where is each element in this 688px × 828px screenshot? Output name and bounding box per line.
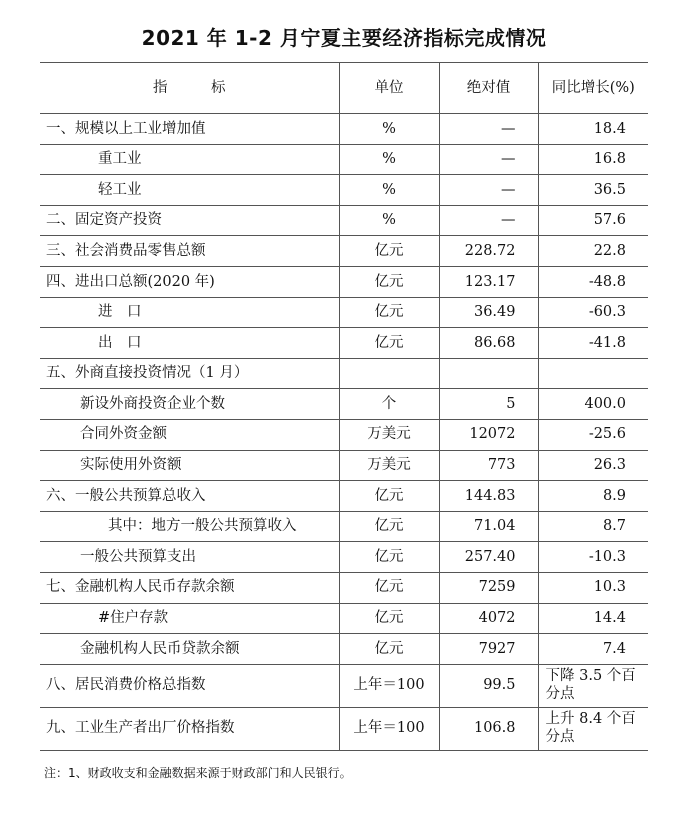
row-unit: 亿元 — [339, 511, 439, 542]
row-value: — — [439, 144, 538, 175]
table-row — [40, 664, 648, 707]
row-unit: 亿元 — [339, 328, 439, 359]
row-change: 26.3 — [538, 450, 648, 481]
row-change: 57.6 — [538, 205, 648, 236]
table-row — [40, 175, 648, 206]
row-unit: 万美元 — [339, 419, 439, 450]
row-change: 36.5 — [538, 175, 648, 206]
row-unit: 亿元 — [339, 236, 439, 267]
row-value — [439, 358, 538, 389]
row-unit: 亿元 — [339, 542, 439, 573]
footnote: 注：1、财政收支和金融数据来源于财政部门和人民银行。 — [44, 766, 352, 780]
row-unit: 上年＝100 — [339, 664, 439, 707]
table-row — [40, 572, 648, 603]
row-name: 合同外资金额 — [40, 419, 339, 450]
row-unit: 亿元 — [339, 603, 439, 634]
row-value: 4072 — [439, 603, 538, 634]
row-value: 86.68 — [439, 328, 538, 359]
table-header-row — [40, 63, 648, 114]
row-unit: 个 — [339, 389, 439, 420]
table-row — [40, 205, 648, 236]
row-change: 18.4 — [538, 114, 648, 145]
table-row — [40, 114, 648, 145]
row-value: 144.83 — [439, 481, 538, 512]
row-value: 99.5 — [439, 664, 538, 707]
row-value: 5 — [439, 389, 538, 420]
table-row — [40, 450, 648, 481]
row-name: 九、工业生产者出厂价格指数 — [40, 707, 339, 750]
table-row — [40, 542, 648, 573]
row-unit: 上年＝100 — [339, 707, 439, 750]
row-unit: 亿元 — [339, 481, 439, 512]
header-indicator: 指 标 — [40, 63, 339, 114]
row-name: 八、居民消费价格总指数 — [40, 664, 339, 707]
row-value: 257.40 — [439, 542, 538, 573]
row-name: 金融机构人民币贷款余额 — [40, 634, 339, 665]
table-row — [40, 389, 648, 420]
row-name: 轻工业 — [40, 175, 339, 206]
header-absolute: 绝对值 — [439, 63, 538, 114]
table-row — [40, 358, 648, 389]
table-row — [40, 328, 648, 359]
row-value: — — [439, 175, 538, 206]
row-change: 400.0 — [538, 389, 648, 420]
row-value: 773 — [439, 450, 538, 481]
row-unit: 万美元 — [339, 450, 439, 481]
row-unit: 亿元 — [339, 572, 439, 603]
row-unit: % — [339, 144, 439, 175]
row-change: -10.3 — [538, 542, 648, 573]
table-row — [40, 266, 648, 297]
table-row — [40, 297, 648, 328]
row-value: — — [439, 205, 538, 236]
row-unit — [339, 358, 439, 389]
row-change: 22.8 — [538, 236, 648, 267]
row-name: 二、固定资产投资 — [40, 205, 339, 236]
row-name: 四、进出口总额(2020 年) — [40, 266, 339, 297]
row-change: 7.4 — [538, 634, 648, 665]
indicator-table — [40, 62, 648, 751]
row-value: — — [439, 114, 538, 145]
row-unit: % — [339, 175, 439, 206]
row-name: 五、外商直接投资情况（1 月） — [40, 358, 339, 389]
row-name: 新设外商投资企业个数 — [40, 389, 339, 420]
row-change: 14.4 — [538, 603, 648, 634]
row-change: 10.3 — [538, 572, 648, 603]
row-name: 其中：地方一般公共预算收入 — [40, 511, 339, 542]
row-name: 实际使用外资额 — [40, 450, 339, 481]
row-change: 8.9 — [538, 481, 648, 512]
row-unit: % — [339, 205, 439, 236]
row-unit: 亿元 — [339, 297, 439, 328]
page-title: 2021 年 1-2 月宁夏主要经济指标完成情况 — [141, 26, 547, 50]
table-row — [40, 236, 648, 267]
row-unit: % — [339, 114, 439, 145]
table-row — [40, 511, 648, 542]
header-unit: 单位 — [339, 63, 439, 114]
row-change: 上升 8.4 个百分点 — [538, 707, 648, 750]
row-value: 7927 — [439, 634, 538, 665]
row-value: 7259 — [439, 572, 538, 603]
row-change: -41.8 — [538, 328, 648, 359]
table-row — [40, 419, 648, 450]
row-value: 71.04 — [439, 511, 538, 542]
table-row — [40, 481, 648, 512]
row-value: 123.17 — [439, 266, 538, 297]
row-name: 六、一般公共预算总收入 — [40, 481, 339, 512]
row-name: 出 口 — [40, 328, 339, 359]
header-yoy: 同比增长(%) — [538, 63, 648, 114]
row-name: 三、社会消费品零售总额 — [40, 236, 339, 267]
row-unit: 亿元 — [339, 634, 439, 665]
row-unit: 亿元 — [339, 266, 439, 297]
row-change — [538, 358, 648, 389]
row-value: 36.49 — [439, 297, 538, 328]
table-row — [40, 144, 648, 175]
table-row — [40, 603, 648, 634]
row-change: 8.7 — [538, 511, 648, 542]
table-row — [40, 634, 648, 665]
row-change: -60.3 — [538, 297, 648, 328]
row-name: 七、金融机构人民币存款余额 — [40, 572, 339, 603]
row-name: #住户存款 — [40, 603, 339, 634]
row-value: 12072 — [439, 419, 538, 450]
table-row — [40, 707, 648, 750]
row-name: 进 口 — [40, 297, 339, 328]
row-change: -48.8 — [538, 266, 648, 297]
row-change: -25.6 — [538, 419, 648, 450]
row-value: 106.8 — [439, 707, 538, 750]
row-name: 一、规模以上工业增加值 — [40, 114, 339, 145]
row-name: 重工业 — [40, 144, 339, 175]
row-change: 下降 3.5 个百分点 — [538, 664, 648, 707]
row-name: 一般公共预算支出 — [40, 542, 339, 573]
row-value: 228.72 — [439, 236, 538, 267]
row-change: 16.8 — [538, 144, 648, 175]
